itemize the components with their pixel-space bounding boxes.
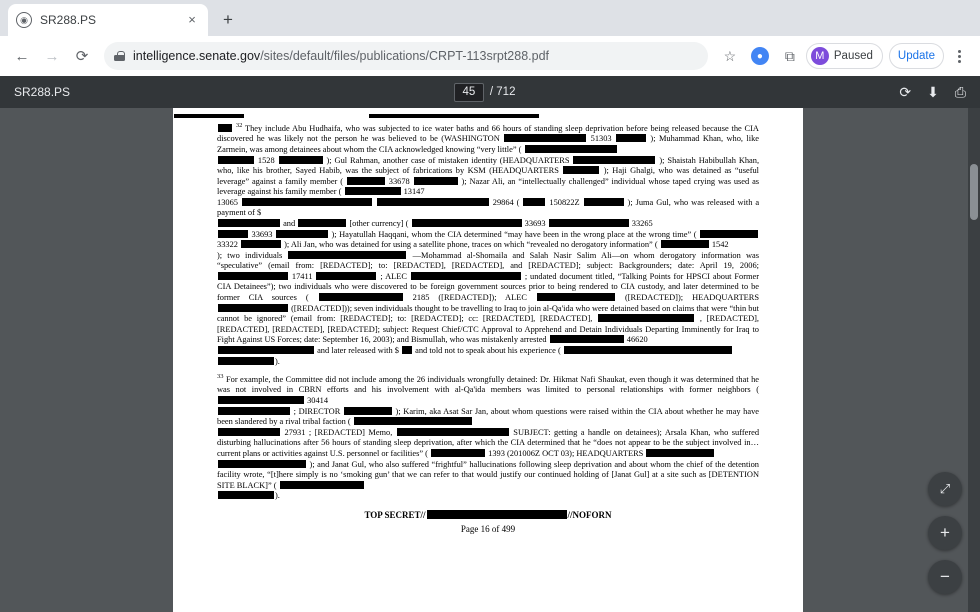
new-tab-button[interactable]: +	[223, 10, 233, 29]
pdf-document-title: SR288.PS	[14, 85, 71, 99]
fn32-d: 1528	[257, 155, 275, 165]
fn32-af: ([REDACTED])); seven individuals thought to be travelling to Iraq to join al-Qa'ida who were detained based on claims that were “thin but cannot be ignored” (email from: [REDACTED]; to: [REDACTED]; cc: [REDACTED], [REDACTED],	[217, 303, 760, 324]
fn32-ai: and later released with $	[317, 345, 399, 355]
classification-banner	[217, 510, 759, 520]
profile-status-label: Paused	[833, 50, 873, 62]
fn33-g: SUBJECT: getting a handle on detainees); Arsala Khan, who suffered disturbing hallucinations after 56 hours of standing sleep deprivation, after which the CIA determined that he “does not appear to be the subject involved in… current plans or activities against U.S. personnel or facilities” (	[217, 427, 760, 458]
zoom-in-button[interactable]: +	[928, 516, 962, 550]
back-icon[interactable]: ←	[14, 47, 30, 65]
fn33-i: ); and Janat Gul, who also suffered “frightful” hallucinations following sleep deprivation and about whom the chief of the detention facility wrote, “[t]here simply is no ‘smoking gun’ that we can refer to that would justify our continued holding of [Janat Gul] at a site such as [DETENTION SITE BLACK]” (	[217, 459, 759, 490]
fn32-m: 29864 (	[492, 197, 520, 207]
zoom-out-button[interactable]: −	[928, 560, 962, 594]
update-button[interactable]: Update	[889, 43, 944, 69]
extensions-puzzle-icon[interactable]: ⧉	[784, 47, 795, 64]
fn33-e: 27931	[284, 427, 306, 437]
fn33-b: 30414	[307, 396, 329, 406]
fn32-k: 13065	[217, 197, 238, 207]
pdf-page	[173, 108, 803, 612]
fn32-f: ); Shaistah Habibullah Khan, who, like his brother, Sayed Habib, was the subject of fabrications by KSM (HEADQUARTERS	[217, 155, 760, 176]
page-total-label: / 712	[489, 86, 516, 98]
pdf-page-scroll-area[interactable]	[0, 108, 980, 612]
fn32-p: and	[283, 219, 296, 228]
lock-icon	[114, 52, 125, 61]
fn32-o: ); Juma Gul, who was released with a payment of $	[217, 197, 760, 218]
avatar: M	[811, 47, 829, 65]
fn32-n: 150822Z	[549, 197, 580, 207]
fn32-ae: ([REDACTED]); HEADQUARTERS	[624, 293, 760, 303]
bookmark-star-icon[interactable]: ☆	[723, 47, 737, 64]
url-text	[133, 49, 549, 63]
fn33-c: ; DIRECTOR	[293, 406, 341, 416]
fn33-d: ); Karim, aka Asat Sar Jan, about whom questions were raised within the CIA about whether he may have been slandered by a rival tribal faction (	[217, 406, 759, 427]
page-footer: Page 16 of 499	[460, 523, 516, 534]
classification-right: //NOFORN	[567, 509, 612, 520]
zoom-controls	[928, 472, 962, 594]
browser-tab[interactable]	[8, 4, 208, 36]
fn32-h: 33678	[388, 176, 410, 186]
footnote-32-marker: 32	[235, 122, 243, 129]
fn32-ag: , [REDACTED], [REDACTED], [REDACTED], [REDACTED]; subject: Request Chief/CTC Approval to Apprehend and Detain Individuals Departing Imminently for Iraq to Fight Against US Forces; date: September 16, 2003); and Bismullah, who was mistakenly arrested	[217, 314, 760, 345]
fn33-f: ; [REDACTED] Memo,	[308, 427, 393, 437]
fn32-j: 13147	[403, 187, 425, 197]
fn32-w: ); Ali Jan, who was detained for using a satellite phone, traces on which “revealed no derogatory information” (	[284, 240, 658, 250]
fn33-h: 1393 (201006Z OCT 03); HEADQUARTERS	[488, 448, 644, 458]
fn32-ac: ; undated document titled, “Talking Points for HPSCI about Former CIA Detainees”); two individuals who were discovered to be foreign government sources prior to being rendered to CIA custody, and later determined to be former CIA sources (	[217, 271, 760, 303]
footnote-33-marker: 33	[217, 373, 224, 381]
fn32-c: ); Muhammad Khan, who, like Zarmein, was among detainees about whom the CIA acknowledged knowing “very little” (	[217, 134, 759, 154]
extension-icon[interactable]	[746, 42, 774, 70]
fn32-e: ); Gul Rahman, another case of mistaken identity (HEADQUARTERS	[326, 155, 570, 165]
pdf-page-controls	[70, 83, 899, 102]
fn32-b: 51303	[590, 134, 612, 144]
address-bar[interactable]	[104, 42, 708, 70]
fn32-ah: 46620	[626, 335, 648, 345]
fn32-y: ); two individuals	[217, 250, 283, 260]
fn32-aj: and told not to speak about his experience (	[415, 345, 561, 355]
profile-button[interactable]	[806, 43, 883, 69]
forward-icon[interactable]: →	[44, 47, 60, 65]
pdf-toolbar	[0, 76, 980, 108]
fn32-g: ); Haji Ghalgi, who was detained as “useful leverage” against a family member (	[217, 166, 760, 186]
browser-toolbar	[0, 36, 980, 76]
extension-badge: ●	[751, 47, 769, 65]
fn32-x: 1542	[711, 240, 729, 250]
previous-page-clip	[173, 108, 803, 118]
document-body	[217, 122, 759, 502]
fn32-text-a: They include Abu Hudhaifa, who was subjected to ice water baths and 66 hours of standing sleep deprivation before being released because the CIA discovered he was likely not the person he was believed to be (WASHINGTON	[217, 123, 759, 144]
scrollbar-thumb[interactable]	[970, 164, 978, 220]
tab-title: SR288.PS	[40, 13, 97, 27]
fn32-i: ); Nazar Ali, an “intellectually challenged” individual whose taped crying was used as leverage against his family member (	[217, 176, 760, 197]
fn32-z: —Mohammad al-Shomaila and Salah Nasir Salim Ali—on whom derogatory information was “speculative” (email from: [REDACTED]; to: [REDACTED], [REDACTED], and [REDACTED]; subject: Backgrounders; date: April 19, 2006;	[217, 250, 759, 271]
pdf-actions	[899, 85, 966, 99]
fn32-aa: 17411	[291, 271, 313, 281]
fn32-t: 33693	[251, 229, 273, 239]
fit-to-page-icon[interactable]: ⤢	[928, 472, 962, 506]
url-path: /sites/default/files/publications/CRPT-113srpt288.pdf	[260, 49, 549, 63]
fn32-ad: 2185 ([REDACTED]); ALEC	[412, 293, 527, 303]
fn32-ab: ; ALEC	[380, 271, 407, 281]
rotate-icon[interactable]: ⟳	[899, 84, 912, 100]
vertical-scrollbar[interactable]	[968, 108, 980, 612]
print-icon[interactable]: ⎙	[954, 84, 966, 100]
tab-strip	[0, 0, 980, 36]
fn32-q: [other currency] (	[349, 219, 409, 228]
kebab-menu-icon[interactable]	[946, 43, 972, 69]
url-host: intelligence.senate.gov	[133, 49, 261, 63]
footnote-32: $^{32}$ They include Abu Hudhaifa, who was subjected to ice water baths and 66 hours of standing sleep deprivation before being released because the CIA discovered he was likely not the person he was believed to be (WASHINGTON 51303 ); Muhammad Khan, who, like Zarmein, was among detainees about whom the CIA acknowledged knowing “very little” ( 1528 ); Gul Rahman, another case of mistaken identity (HEADQUARTERS ); Shaistah Habibullah Khan, who, like his brother, Sayed Habib, was the subject of fabrications by KSM (HEADQUARTERS ); Haji Ghalgi, who was detained as “useful leverage” against a family member ( 33678 ); Nazar Ali, an “intellectually challenged” individual whose taped crying was used as leverage against his family member ( 13147 13065 29864 ( 150822Z ); Juma Gul, who was released with a payment of $ and [other currency] ( 33693 33265 33693 ); Hayatullah Haqqani, whom the CIA determined “may have been in the wrong place at the wrong time” ( 33322 ); Ali Jan, who was detained for using a satellite phone, traces on which “revealed no derogatory information” ( 1542 ); two individuals —Mohammad al-Shomaila and Salah Nasir Salim Ali—on whom derogatory information was “speculative” (email from: [REDACTED]; to: [REDACTED], [REDACTED], and [REDACTED]; subject: Backgrounders; date: April 19, 2006; 17411 ; ALEC ; undated document titled, “Talking Points for HPSCI about Former CIA Detainees”); two individuals who were discovered to be foreign government sources prior to being rendered to CIA custody, and later determined to be former CIA sources ( 2185 ([REDACTED]); ALEC ([REDACTED]); HEADQUARTERS ([REDACTED])); seven individuals thought to be travelling to Iraq to join al-Qa'ida who were detained based on claims that were “thin but cannot be ignored” (email from: [REDACTED]; to: [REDACTED]; cc: [REDACTED], [REDACTED], , [REDACTED], [REDACTED], [REDACTED], [REDACTED]; subject: Request Chief/CTC Approval to Apprehend and Detain Individuals Departing Imminently for Iraq to Fight Against US Forces; date: September 16, 2003); and Bismullah, who was mistakenly arrested 46620 and later released with $ and told not to speak about his experience ( ).	[217, 122, 760, 366]
fn32-s: 33265	[631, 219, 653, 228]
reload-icon[interactable]: ⟳	[75, 48, 89, 65]
close-icon[interactable]: ×	[188, 12, 196, 27]
classification-left: TOP SECRET//	[364, 509, 426, 520]
footnote-33: $^{33}$ For example, the Committee did not include among the 26 individuals wrongfully detained: Dr. Hikmat Nafi Shaukat, even though it was determined that he was not involved in CBRN efforts and his involvement with al-Qa'ida members was limited to personal relationships with former neighbors ( 30414 ; DIRECTOR ); Karim, aka Asat Sar Jan, about whom questions were raised within the CIA about whether he may have been slandered by a rival tribal faction ( 27931 ; [REDACTED] Memo, SUBJECT: getting a handle on detainees); Arsala Khan, who suffered disturbing hallucinations after 56 hours of standing sleep deprivation, after which the CIA determined that he “does not appear to be the subject involved in… current plans or activities against U.S. personnel or facilities” ( 1393 (201006Z OCT 03); HEADQUARTERS ); and Janat Gul, who also suffered “frightful” hallucinations following sleep deprivation and about whom the chief of the detention facility wrote, “[t]here simply is no ‘smoking gun’ that we can refer to that would justify our continued holding of [Janat Gul] at a site such as [DETENTION SITE BLACK]” ( ).	[217, 373, 760, 501]
download-icon[interactable]: ⬇	[927, 84, 939, 100]
fn32-r: 33693	[524, 219, 546, 228]
page-icon: ◉	[16, 12, 32, 28]
page-number-input[interactable]: 45	[454, 83, 484, 102]
fn32-u: ); Hayatullah Haqqani, whom the CIA determined “may have been in the wrong place at the wrong time” (	[331, 229, 697, 239]
pdf-viewer	[0, 76, 980, 612]
fn32-v: 33322	[217, 240, 238, 250]
fn33-text-a: For example, the Committee did not include among the 26 individuals wrongfully detained: Dr. Hikmat Nafi Shaukat, even though it was determined that he was not involved in CBRN efforts and his involvement with al-Qa'ida members was limited to personal relationships with former neighbors (	[217, 374, 759, 395]
